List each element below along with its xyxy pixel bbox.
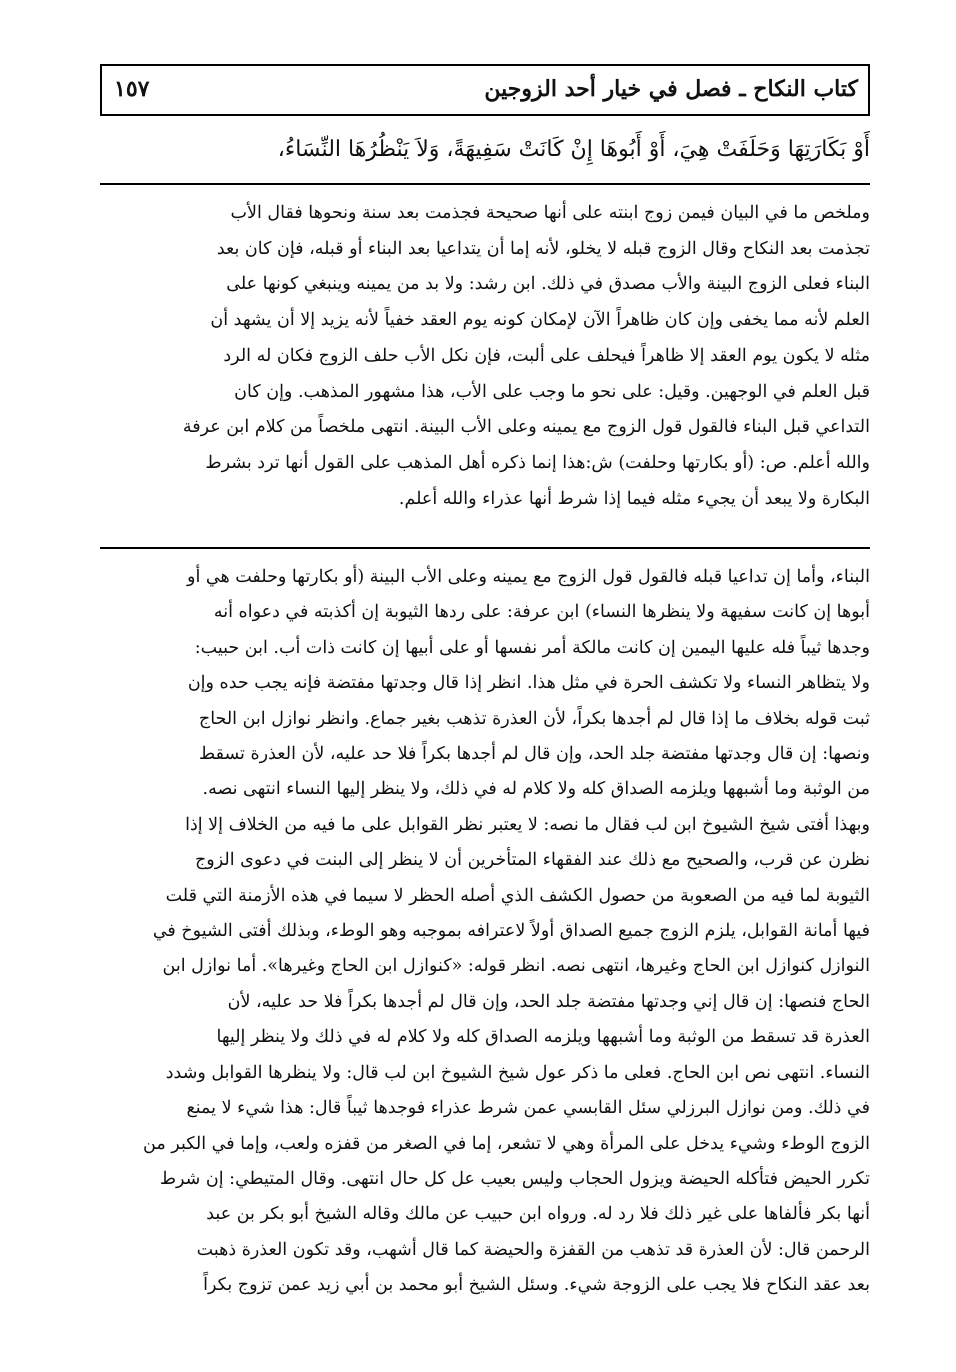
commentary-line: أنها بكر فألفاها على غير ذلك فلا رد له. ورواه ابن حبيب عن مالك وقاله الشيخ أبو بكر بن عبد (206, 1204, 870, 1225)
commentary-line: وبهذا أفتى شيخ الشيوخ ابن لب فقال ما نصه: لا يعتبر نظر القوابل على ما فيه من الخلاف إلا إذا (185, 814, 870, 835)
commentary-line: ثبت قوله بخلاف ما إذا قال لم أجدها بكراً، لأن العذرة تذهب بغير جماع. وانظر نوازل ابن الحاج (198, 708, 870, 729)
commentary-line: وملخص ما في البيان فيمن زوج ابنته على أنها صحيحة فجذمت بعد سنة ونحوها فقال الأب (230, 203, 870, 223)
commentary-line: نظرن عن قرب، والصحيح مع ذلك عند الفقهاء المتأخرين أن لا ينظر إلى البنت في دعوى الزوج (194, 850, 870, 871)
commentary-line: وجدها ثيباً فله عليها اليمين إن كانت مالكة أمر نفسها أو على أبيها إن كانت ذات أب. ابن حبيب: (194, 637, 870, 658)
commentary-line: التداعي قبل البناء فالقول قول الزوج مع يمينه وعلى الأب البينة. انتهى ملخصاً من كلام ابن عرفة (182, 417, 870, 438)
commentary-line: والله أعلم. ص: (أو بكارتها وحلفت) ش:هذا إنما ذكره أهل المذهب على القول أنها ترد بشرط (205, 452, 870, 473)
commentary-line: تكرر الحيض فتأكله الحيضة ويزول الحجاب وليس بعيب عل كل حال انتهى. وقال المتيطي: إن شرط (159, 1168, 870, 1189)
commentary-line: مثله لا يكون يوم العقد إلا ظاهراً فيحلف على ألبت، فإن نكل الأب حلف الزوج فكان له الرد (223, 345, 870, 366)
commentary-line: البناء، وأما إن تداعيا قبله فالقول قول الزوج مع يمينه وعلى الأب البينة (أو بكارتها وحلفت هي أو (187, 567, 870, 587)
separator-line-bottom (100, 547, 870, 549)
commentary-top (100, 196, 870, 517)
commentary-line: العذرة قد تسقط من الوثبة وما أشبهها ويلزمه الصداق كله ولا كلام له في ذلك ولا ينظر إليها (216, 1027, 870, 1048)
commentary-line: من الوثبة وما أشبهها ويلزمه الصداق كله ولا كلام له في ذلك، ولا ينظر إليها النساء انتهى نصه. (202, 779, 870, 800)
page-header (100, 64, 870, 116)
commentary-bottom (100, 560, 870, 1304)
commentary-line: ولا يتظاهر النساء ولا تكشف الحرة في مثل هذا. انظر إذا قال وجدتها مفتضة فإنه يجب حده وإن (187, 673, 870, 694)
commentary-line: في ذلك. ومن نوازل البرزلي سئل القابسي عمن شرط عذراء فوجدها ثيباً قال: هذا شيء لا يمنع (186, 1098, 870, 1119)
chapter-title: كتاب النكاح ـ فصل في خيار أحد الزوجين (484, 76, 858, 102)
separator-line-top (100, 183, 870, 185)
commentary-line: النوازل كنوازل ابن الحاج وغيرها، انتهى نصه. انظر قوله: «كنوازل ابن الحاج وغيرها». أما نوازل ابن (162, 956, 870, 977)
commentary-line: فيها أمانة القوابل، يلزم الزوج جميع الصداق أولاً لاعترافه بموجبه وهو الوطء، وبذلك أفتى الشيوخ في (152, 921, 870, 942)
commentary-line: الحاج فنصها: إن قال إني وجدتها مفتضة جلد الحد، وإن قال لم أجدها بكراً فلا حد عليه، لأن (227, 991, 870, 1012)
commentary-line: أبوها إن كانت سفيهة ولا ينظرها النساء) ابن عرفة: على ردها الثيوبة إن أكذبته في دعواه أنه (213, 602, 870, 623)
commentary-line: تجذمت بعد النكاح وقال الزوج قبله لا يخلو، لأنه إما أن يتداعيا بعد البناء أو قبله، فإن كان بعد (216, 238, 870, 259)
commentary-line: ونصها: إن قال وجدتها مفتضة جلد الحد، وإن قال لم أجدها بكراً فلا حد عليه، لأن العذرة تسقط (198, 744, 870, 765)
commentary-line: قبل العلم في الوجهين. وقيل: على نحو ما وجب على الأب، هذا مشهور المذهب. وإن كان (234, 381, 870, 402)
commentary-line: الزوج الوطء وشيء يدخل على المرأة وهي لا تشعر، إما في الصغر من قفزه ولعب، وإما في الكبر من (143, 1133, 870, 1154)
commentary-line: البناء فعلى الزوج البينة والأب مصدق في ذلك. ابن رشد: ولا بد من يمينه وينبغي كونها على (226, 274, 870, 295)
commentary-line: العلم لأنه مما يخفى وإن كان ظاهراً الآن لإمكان كونه يوم العقد خفياً لأنه يزيد إلا أن يشهد أن (210, 310, 870, 331)
commentary-line: البكارة ولا يبعد أن يجيء مثله فيما إذا شرط أنها عذراء والله أعلم. (398, 488, 870, 509)
commentary-line: الثيوبة لما فيه من الصعوبة من حصول الكشف الذي أصله الحظر لا سيما في هذه الأزمنة التي قلت (165, 885, 870, 906)
commentary-line: بعد عقد النكاح فلا يجب على الزوجة شيء. وسئل الشيخ أبو محمد بن أبي زيد عمن تزوج بكراً (203, 1275, 870, 1296)
matn-text: أَوْ بَكَارَتِهَا وَحَلَفَتْ هِيَ، أَوْ أَبُوهَا إِنْ كَانَتْ سَفِيهَةً، وَلاَ يَنْظُرُهَا النِّسَاءُ، (277, 137, 870, 162)
page-number: ١٥٧ (114, 76, 150, 102)
commentary-line: النساء. انتهى نص ابن الحاج. فعلى ما ذكر عول شيخ الشيوخ ابن لب قال: ولا ينظرها القوابل وشدد (165, 1062, 870, 1083)
commentary-line: الرحمن قال: لأن العذرة قد تذهب من القفزة والحيضة كما قال أشهب، وقد تكون العذرة ذهبت (196, 1239, 870, 1260)
